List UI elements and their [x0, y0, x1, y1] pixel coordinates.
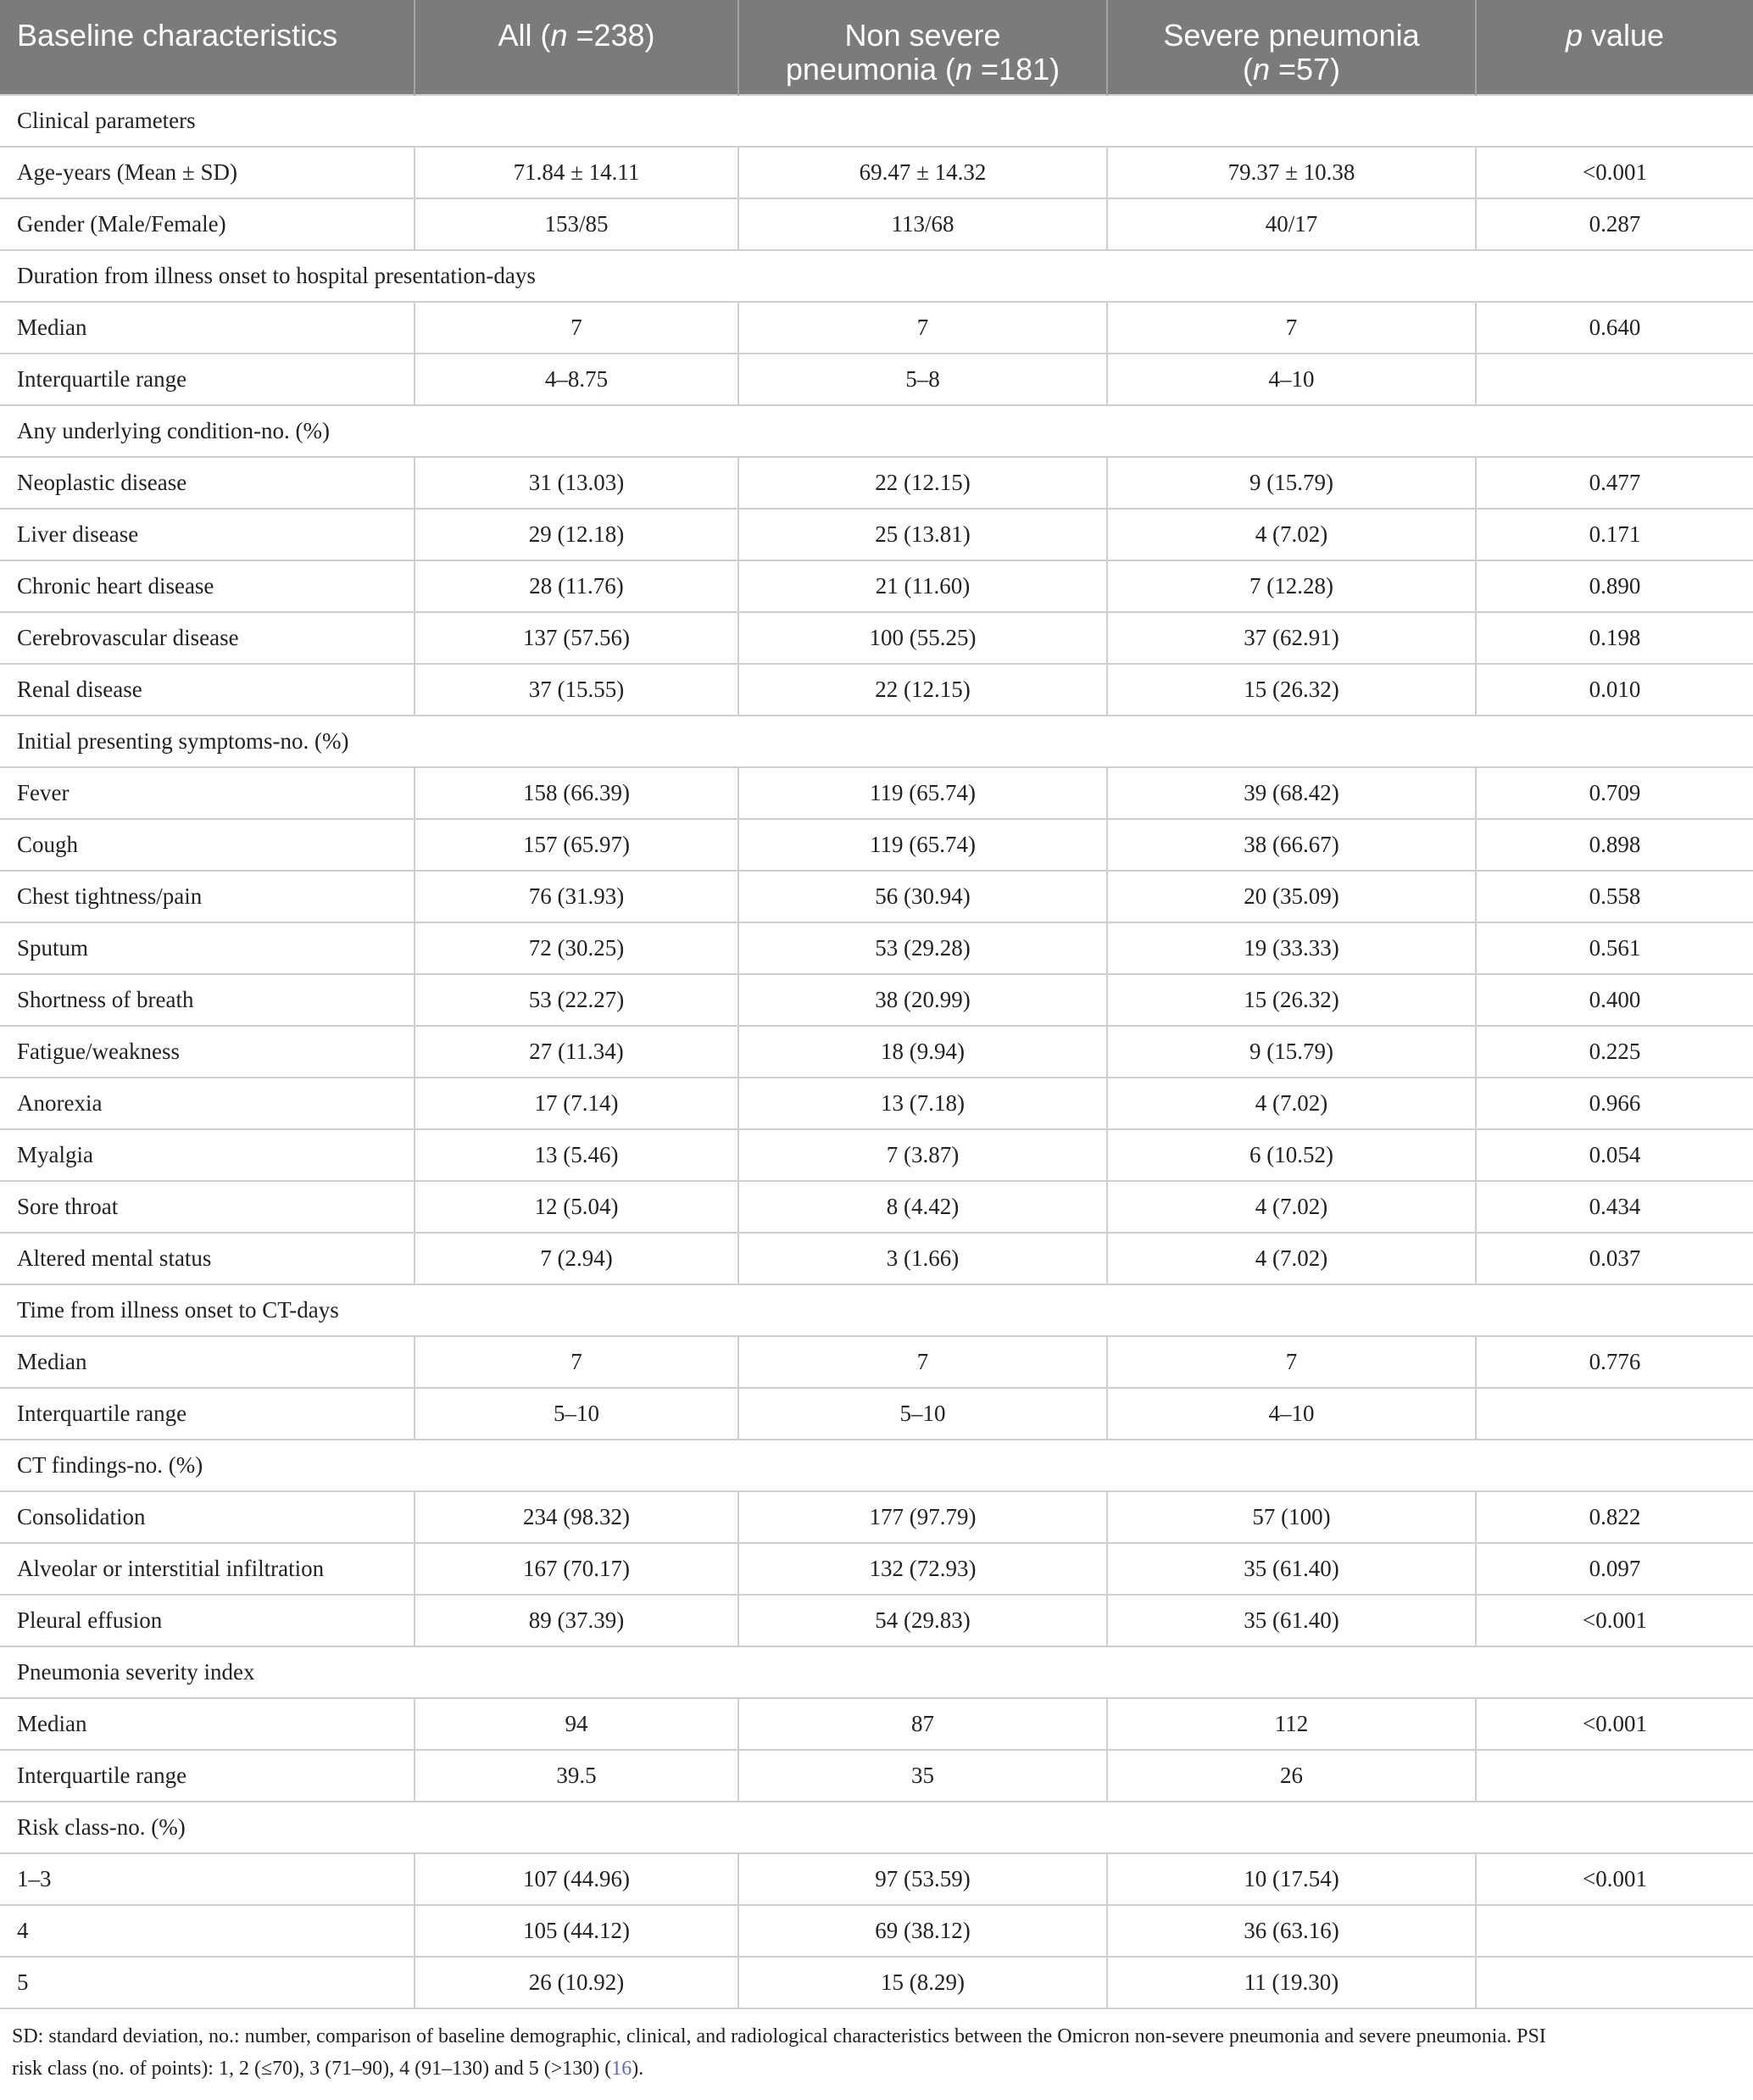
header-row [0, 0, 1753, 95]
cell-non-severe: 69.47 ± 14.32 [738, 147, 1107, 198]
cell-non-severe: 22 (12.15) [738, 457, 1107, 509]
row-label: Median [0, 1336, 415, 1388]
table-row [0, 1491, 1753, 1543]
cell-all: 53 (22.27) [415, 974, 738, 1026]
row-label: Altered mental status [0, 1233, 415, 1284]
cell-non-severe: 7 (3.87) [738, 1129, 1107, 1181]
cell-all: 167 (70.17) [415, 1543, 738, 1595]
table-footnote: SD: standard deviation, no.: number, comparison of baseline demographic, clinical, and radiological characteristics between the Omicron non-severe pneumonia and severe pneumonia. PSI risk class (no. of points): 1, 2 (≤70), 3 (71–90), 4 (91–130) and 5 (>130) (16). [12, 2025, 1546, 2080]
row-label: 1–3 [0, 1853, 415, 1905]
cell-all: 107 (44.96) [415, 1853, 738, 1905]
table-row [0, 1336, 1753, 1388]
section-label: Initial presenting symptoms-no. (%) [0, 716, 1753, 767]
cell-p-value: <0.001 [1476, 1698, 1753, 1750]
cell-severe: 39 (68.42) [1107, 767, 1476, 819]
cell-p-value: 0.054 [1476, 1129, 1753, 1181]
section-label: Pneumonia severity index [0, 1646, 1753, 1698]
table-row [0, 767, 1753, 819]
cell-non-severe: 5–10 [738, 1388, 1107, 1440]
cell-p-value: 0.558 [1476, 871, 1753, 922]
cell-severe: 9 (15.79) [1107, 1026, 1476, 1078]
cell-p-value: 0.776 [1476, 1336, 1753, 1388]
cell-all: 94 [415, 1698, 738, 1750]
table-row [0, 1543, 1753, 1595]
cell-non-severe: 5–8 [738, 354, 1107, 405]
cell-p-value [1476, 354, 1753, 405]
row-label: Myalgia [0, 1129, 415, 1181]
row-label: Cerebrovascular disease [0, 612, 415, 664]
cell-non-severe: 132 (72.93) [738, 1543, 1107, 1595]
table-row [0, 560, 1753, 612]
cell-all: 29 (12.18) [415, 509, 738, 560]
cell-all: 72 (30.25) [415, 922, 738, 974]
reference-link[interactable]: 16 [611, 2058, 632, 2080]
cell-non-severe: 7 [738, 302, 1107, 354]
section-row [0, 716, 1753, 767]
cell-non-severe: 100 (55.25) [738, 612, 1107, 664]
cell-all: 7 [415, 1336, 738, 1388]
table-row [0, 1129, 1753, 1181]
cell-p-value: 0.225 [1476, 1026, 1753, 1078]
row-label: Age-years (Mean ± SD) [0, 147, 415, 198]
row-label: Median [0, 302, 415, 354]
section-label: Risk class-no. (%) [0, 1802, 1753, 1853]
cell-p-value: 0.561 [1476, 922, 1753, 974]
row-label: Interquartile range [0, 1388, 415, 1440]
table-row [0, 1078, 1753, 1129]
cell-p-value: 0.640 [1476, 302, 1753, 354]
cell-all: 137 (57.56) [415, 612, 738, 664]
row-label: Fever [0, 767, 415, 819]
cell-non-severe: 53 (29.28) [738, 922, 1107, 974]
cell-p-value: <0.001 [1476, 1853, 1753, 1905]
section-label: CT findings-no. (%) [0, 1440, 1753, 1491]
cell-severe: 7 (12.28) [1107, 560, 1476, 612]
cell-p-value: 0.434 [1476, 1181, 1753, 1233]
table-row [0, 1388, 1753, 1440]
section-row [0, 1440, 1753, 1491]
cell-p-value [1476, 1957, 1753, 2008]
table-row [0, 664, 1753, 716]
cell-severe: 4–10 [1107, 354, 1476, 405]
cell-severe: 4–10 [1107, 1388, 1476, 1440]
cell-severe: 15 (26.32) [1107, 664, 1476, 716]
row-label: Interquartile range [0, 1750, 415, 1802]
cell-severe: 38 (66.67) [1107, 819, 1476, 871]
table-row [0, 147, 1753, 198]
section-row [0, 1646, 1753, 1698]
cell-all: 17 (7.14) [415, 1078, 738, 1129]
section-row [0, 405, 1753, 457]
cell-non-severe: 177 (97.79) [738, 1491, 1107, 1543]
cell-severe: 57 (100) [1107, 1491, 1476, 1543]
cell-non-severe: 113/68 [738, 198, 1107, 250]
cell-all: 76 (31.93) [415, 871, 738, 922]
header-non-severe-pneumonia: Non severe pneumonia (n =181) [738, 0, 1107, 95]
cell-all: 27 (11.34) [415, 1026, 738, 1078]
cell-p-value: 0.400 [1476, 974, 1753, 1026]
cell-p-value: 0.898 [1476, 819, 1753, 871]
table-header [0, 0, 1753, 95]
cell-severe: 35 (61.40) [1107, 1543, 1476, 1595]
row-label: Anorexia [0, 1078, 415, 1129]
section-label: Any underlying condition-no. (%) [0, 405, 1753, 457]
cell-p-value: 0.822 [1476, 1491, 1753, 1543]
cell-all: 37 (15.55) [415, 664, 738, 716]
cell-severe: 4 (7.02) [1107, 1233, 1476, 1284]
cell-all: 158 (66.39) [415, 767, 738, 819]
section-label: Clinical parameters [0, 95, 1753, 147]
cell-non-severe: 18 (9.94) [738, 1026, 1107, 1078]
cell-p-value: 0.198 [1476, 612, 1753, 664]
cell-severe: 36 (63.16) [1107, 1905, 1476, 1957]
table-row [0, 1750, 1753, 1802]
cell-non-severe: 25 (13.81) [738, 509, 1107, 560]
cell-non-severe: 54 (29.83) [738, 1595, 1107, 1646]
cell-all: 39.5 [415, 1750, 738, 1802]
row-label: Gender (Male/Female) [0, 198, 415, 250]
cell-non-severe: 35 [738, 1750, 1107, 1802]
cell-severe: 11 (19.30) [1107, 1957, 1476, 2008]
table-row [0, 922, 1753, 974]
cell-non-severe: 15 (8.29) [738, 1957, 1107, 2008]
row-label: Cough [0, 819, 415, 871]
cell-p-value [1476, 1750, 1753, 1802]
cell-severe: 35 (61.40) [1107, 1595, 1476, 1646]
table-row [0, 1905, 1753, 1957]
cell-non-severe: 119 (65.74) [738, 819, 1107, 871]
cell-severe: 26 [1107, 1750, 1476, 1802]
cell-all: 71.84 ± 14.11 [415, 147, 738, 198]
table-row [0, 1853, 1753, 1905]
table-row [0, 1698, 1753, 1750]
cell-all: 13 (5.46) [415, 1129, 738, 1181]
row-label: Interquartile range [0, 354, 415, 405]
cell-p-value: 0.037 [1476, 1233, 1753, 1284]
cell-p-value [1476, 1905, 1753, 1957]
cell-all: 157 (65.97) [415, 819, 738, 871]
section-row [0, 95, 1753, 147]
table-row [0, 819, 1753, 871]
cell-p-value: 0.287 [1476, 198, 1753, 250]
cell-p-value: 0.477 [1476, 457, 1753, 509]
row-label: Renal disease [0, 664, 415, 716]
cell-severe: 9 (15.79) [1107, 457, 1476, 509]
cell-severe: 40/17 [1107, 198, 1476, 250]
table-row [0, 1026, 1753, 1078]
table-row [0, 302, 1753, 354]
cell-severe: 112 [1107, 1698, 1476, 1750]
row-label: Sore throat [0, 1181, 415, 1233]
cell-non-severe: 7 [738, 1336, 1107, 1388]
cell-all: 234 (98.32) [415, 1491, 738, 1543]
section-label: Time from illness onset to CT-days [0, 1284, 1753, 1336]
cell-p-value [1476, 1388, 1753, 1440]
cell-severe: 19 (33.33) [1107, 922, 1476, 974]
header-all: All (n =238) [415, 0, 738, 95]
cell-p-value: 0.890 [1476, 560, 1753, 612]
row-label: Chronic heart disease [0, 560, 415, 612]
table-row [0, 509, 1753, 560]
header-p-value: p value [1476, 0, 1753, 95]
table-row [0, 354, 1753, 405]
row-label: 5 [0, 1957, 415, 2008]
row-label: Consolidation [0, 1491, 415, 1543]
row-label: Alveolar or interstitial infiltration [0, 1543, 415, 1595]
cell-non-severe: 8 (4.42) [738, 1181, 1107, 1233]
header-severe-pneumonia: Severe pneumonia (n =57) [1107, 0, 1476, 95]
cell-all: 4–8.75 [415, 354, 738, 405]
cell-all: 7 (2.94) [415, 1233, 738, 1284]
cell-all: 7 [415, 302, 738, 354]
cell-p-value: <0.001 [1476, 1595, 1753, 1646]
table-row [0, 198, 1753, 250]
table-row [0, 1233, 1753, 1284]
cell-all: 28 (11.76) [415, 560, 738, 612]
cell-p-value: <0.001 [1476, 147, 1753, 198]
table-body [0, 95, 1753, 2008]
cell-p-value: 0.010 [1476, 664, 1753, 716]
cell-non-severe: 119 (65.74) [738, 767, 1107, 819]
cell-all: 89 (37.39) [415, 1595, 738, 1646]
table-row [0, 974, 1753, 1026]
table-row [0, 1957, 1753, 2008]
cell-non-severe: 3 (1.66) [738, 1233, 1107, 1284]
cell-severe: 20 (35.09) [1107, 871, 1476, 922]
table-row [0, 871, 1753, 922]
cell-non-severe: 13 (7.18) [738, 1078, 1107, 1129]
cell-all: 26 (10.92) [415, 1957, 738, 2008]
cell-p-value: 0.709 [1476, 767, 1753, 819]
cell-severe: 4 (7.02) [1107, 1181, 1476, 1233]
row-label: Median [0, 1698, 415, 1750]
cell-non-severe: 97 (53.59) [738, 1853, 1107, 1905]
cell-severe: 79.37 ± 10.38 [1107, 147, 1476, 198]
cell-severe: 7 [1107, 1336, 1476, 1388]
cell-non-severe: 38 (20.99) [738, 974, 1107, 1026]
header-baseline-characteristics: Baseline characteristics [0, 0, 415, 95]
table-row [0, 1595, 1753, 1646]
row-label: 4 [0, 1905, 415, 1957]
cell-non-severe: 22 (12.15) [738, 664, 1107, 716]
cell-all: 5–10 [415, 1388, 738, 1440]
cell-non-severe: 21 (11.60) [738, 560, 1107, 612]
cell-all: 31 (13.03) [415, 457, 738, 509]
section-row [0, 1802, 1753, 1853]
table-row [0, 1181, 1753, 1233]
cell-severe: 6 (10.52) [1107, 1129, 1476, 1181]
row-label: Liver disease [0, 509, 415, 560]
section-row [0, 250, 1753, 302]
cell-non-severe: 56 (30.94) [738, 871, 1107, 922]
cell-severe: 10 (17.54) [1107, 1853, 1476, 1905]
cell-all: 12 (5.04) [415, 1181, 738, 1233]
cell-non-severe: 69 (38.12) [738, 1905, 1107, 1957]
cell-all: 153/85 [415, 198, 738, 250]
cell-severe: 37 (62.91) [1107, 612, 1476, 664]
row-label: Neoplastic disease [0, 457, 415, 509]
row-label: Shortness of breath [0, 974, 415, 1026]
cell-p-value: 0.171 [1476, 509, 1753, 560]
table-row [0, 457, 1753, 509]
cell-severe: 4 (7.02) [1107, 509, 1476, 560]
row-label: Pleural effusion [0, 1595, 415, 1646]
section-label: Duration from illness onset to hospital presentation-days [0, 250, 1753, 302]
cell-all: 105 (44.12) [415, 1905, 738, 1957]
cell-severe: 15 (26.32) [1107, 974, 1476, 1026]
row-label: Fatigue/weakness [0, 1026, 415, 1078]
row-label: Chest tightness/pain [0, 871, 415, 922]
row-label: Sputum [0, 922, 415, 974]
cell-p-value: 0.097 [1476, 1543, 1753, 1595]
table-row [0, 612, 1753, 664]
cell-severe: 7 [1107, 302, 1476, 354]
cell-severe: 4 (7.02) [1107, 1078, 1476, 1129]
cell-non-severe: 87 [738, 1698, 1107, 1750]
section-row [0, 1284, 1753, 1336]
cell-p-value: 0.966 [1476, 1078, 1753, 1129]
